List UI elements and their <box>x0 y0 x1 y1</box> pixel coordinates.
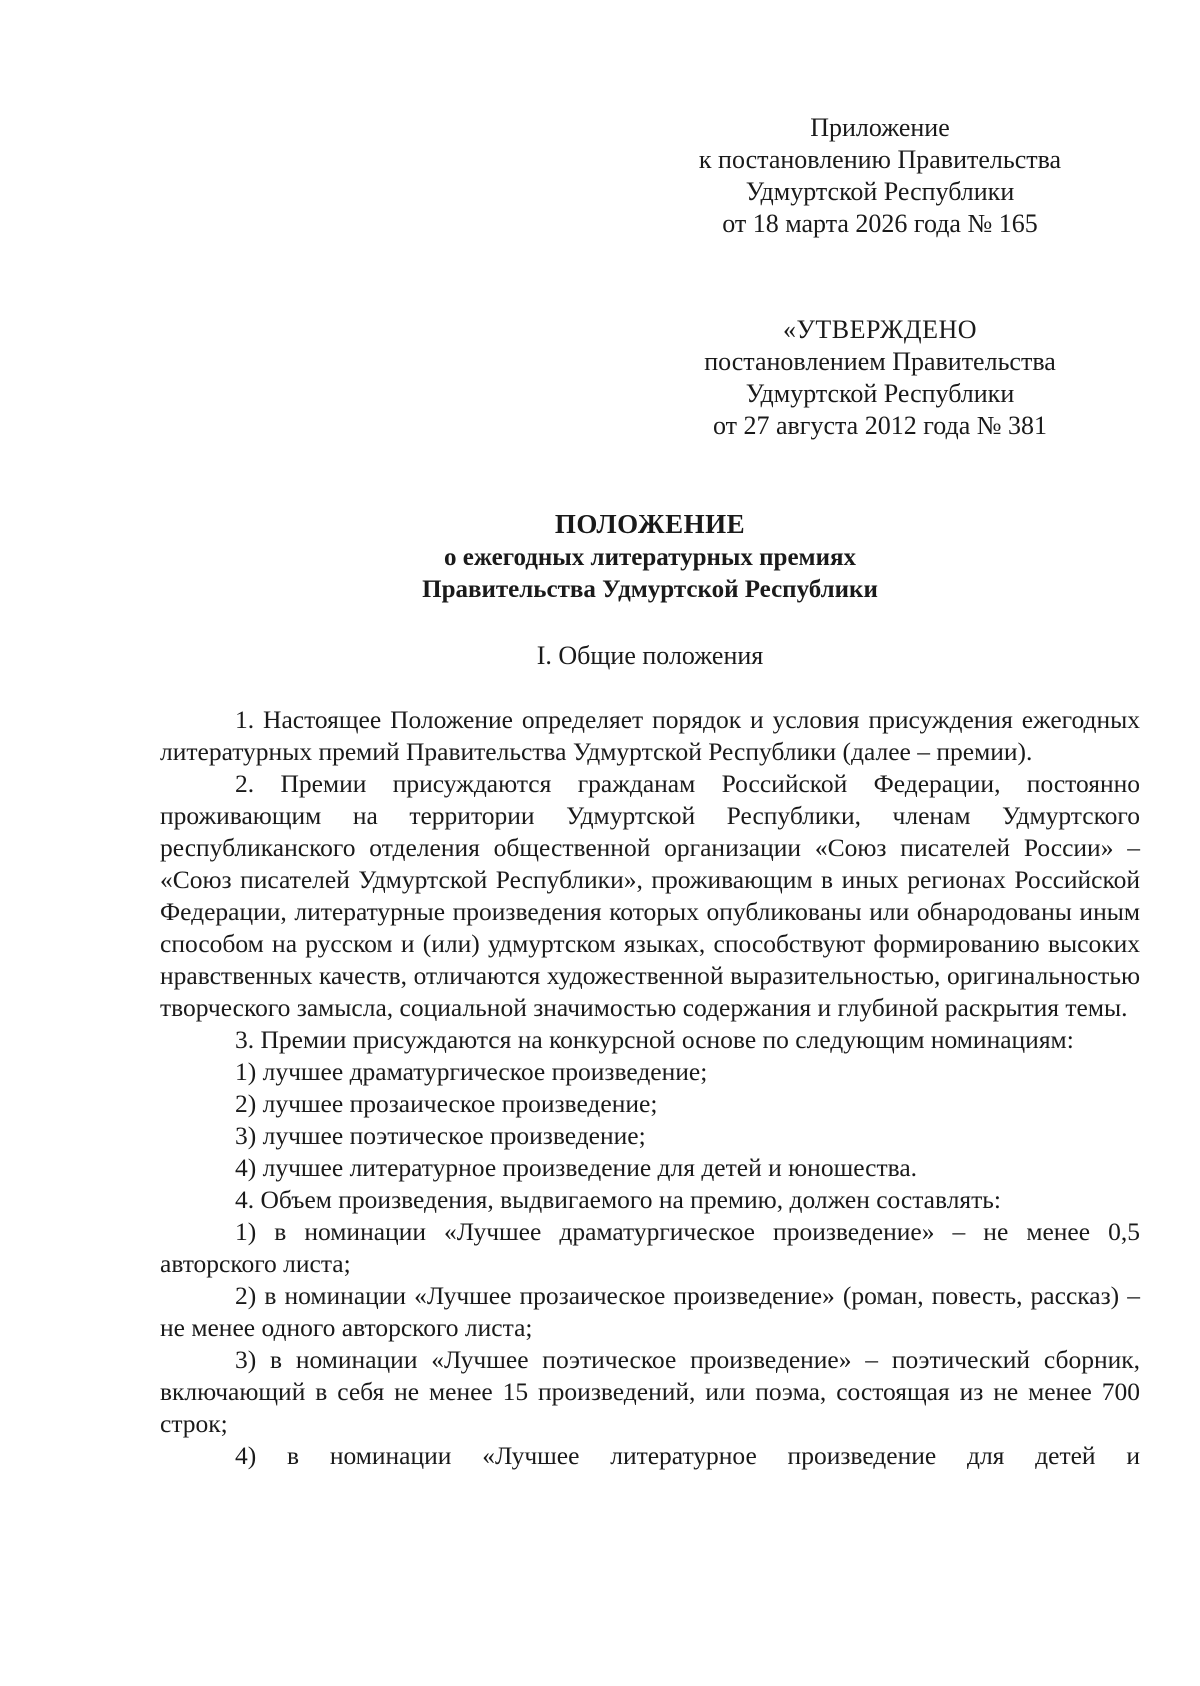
approved-line-2: постановлением Правительства <box>704 347 1056 376</box>
volume-item-2: 2) в номинации «Лучшее прозаическое произведение» (роман, повесть, рассказ) – не менее одного авторского листа; <box>160 1281 1140 1342</box>
document-title <box>160 506 1140 606</box>
approved-line-1: «УТВЕРЖДЕНО <box>782 315 978 344</box>
nomination-item-3: 3) лучшее поэтическое произведение; <box>235 1121 646 1150</box>
title-line-1: ПОЛОЖЕНИЕ <box>554 509 746 539</box>
paragraph-2: 2. Премии присуждаются гражданам Российской Федерации, постоянно проживающим на территории Удмуртской Республики, членам Удмуртского республиканского отделения общественной организации «Союз писателей России» – «Союз писателей Удмуртской Республики», проживающим в иных регионах Российской Федерации, литературные произведения которых опубликованы или обнародованы иным способом на русском и (или) удмуртском языках, способствуют формированию высоких нравственных качеств, отличаются художественной выразительностью, оригинальностью творческого замысла, социальной значимостью содержания и глубиной раскрытия темы. <box>160 769 1140 1022</box>
document-body <box>160 704 1140 1472</box>
approved-line-3: Удмуртской Республики <box>745 379 1015 408</box>
appendix-line-1: Приложение <box>810 113 950 142</box>
approval-stamp-block <box>660 314 1100 442</box>
nomination-item-1: 1) лучшее драматургическое произведение; <box>235 1057 708 1086</box>
volume-item-3: 3) в номинации «Лучшее поэтическое произведение» – поэтический сборник, включающий в себя не менее 15 произведений, или поэма, состоящая из не менее 700 строк; <box>160 1345 1140 1438</box>
volume-item-1: 1) в номинации «Лучшее драматургическое произведение» – не менее 0,5 авторского листа; <box>160 1217 1140 1278</box>
appendix-header <box>660 112 1100 240</box>
volume-item-4: 4) в номинации «Лучшее литературное произведение для детей и <box>235 1441 1140 1470</box>
paragraph-1: 1. Настоящее Положение определяет порядок и условия присуждения ежегодных литературных премий Правительства Удмуртской Республики (далее – премии). <box>160 705 1140 766</box>
nomination-item-4: 4) лучшее литературное произведение для детей и юношества. <box>235 1153 918 1182</box>
section-title: I. Общие положения <box>536 641 764 670</box>
nomination-item-2: 2) лучшее прозаическое произведение; <box>235 1089 658 1118</box>
paragraph-4: 4. Объем произведения, выдвигаемого на премию, должен составлять: <box>235 1185 1002 1214</box>
appendix-line-2: к постановлению Правительства <box>698 145 1062 174</box>
title-line-2: о ежегодных литературных премиях <box>443 544 857 571</box>
paragraph-3: 3. Премии присуждаются на конкурсной основе по следующим номинациям: <box>235 1025 1074 1054</box>
approved-line-4: от 27 августа 2012 года № 381 <box>712 411 1048 440</box>
appendix-line-4: от 18 марта 2026 года № 165 <box>722 209 1038 238</box>
appendix-line-3: Удмуртской Республики <box>745 177 1015 206</box>
title-line-3: Правительства Удмуртской Республики <box>422 576 878 603</box>
